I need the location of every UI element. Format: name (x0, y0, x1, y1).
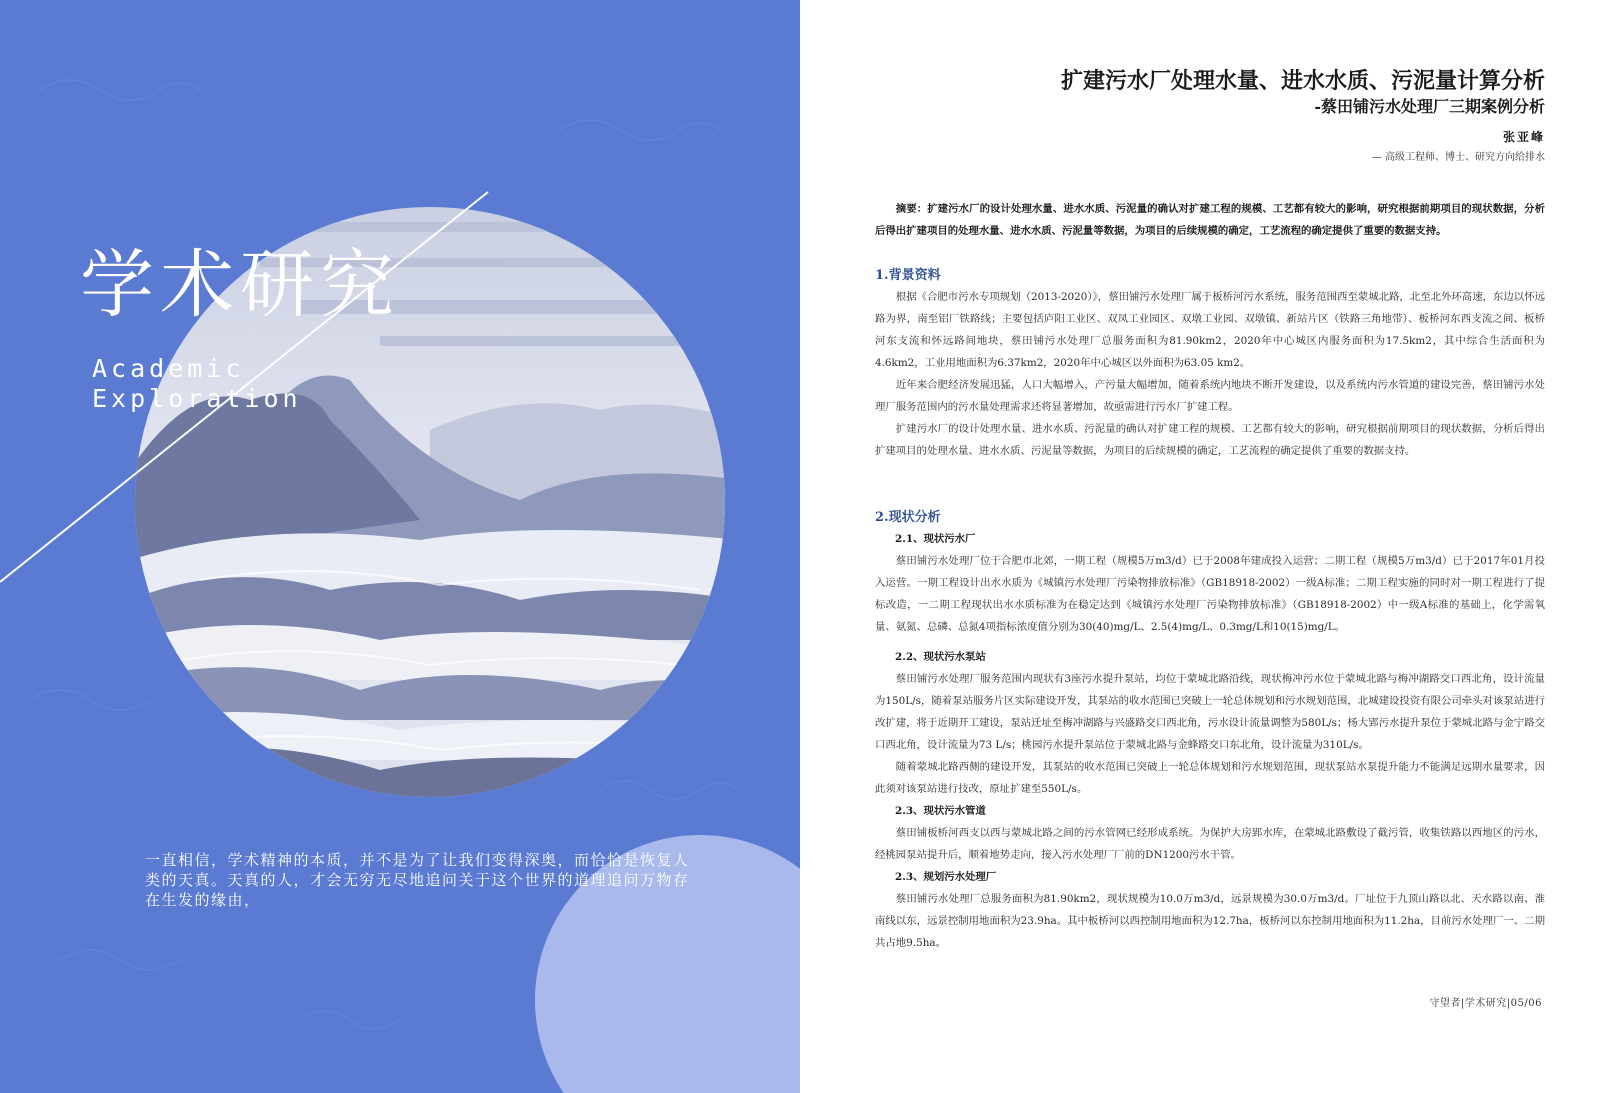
paragraph: 蔡田铺板桥河西支以西与蒙城北路之间的污水管网已经形成系统。为保护大房郢水库，在蒙城北路敷设了截污管，收集铁路以西地区的污水，经桃园泵站提升后，顺着地势走向，接入污水处理厂厂前的DN1200污水干管。 (875, 827, 1545, 861)
paragraph: 蔡田铺污水处理厂位于合肥市北郊，一期工程（规模5万m3/d）已于2008年建成投入运营；二期工程（规模5万m3/d）已于2017年01月投入运营。一期工程设计出水水质为《城镇污水处理厂污染物排放标准》（GB18918-2002）一级A标准；二期工程实施的同时对一期工程进行了提标改造，一二期工程现状出水水质标准为在稳定达到《城镇污水处理厂污染物排放标准》（GB18918-2002）中一级A标准的基础上，化学需氧量、氨氮、总磷、总氮4项指标浓度值分别为30(40)mg/L、2.5(4)mg/L、0.3mg/L和10(15)mg/L。 (875, 555, 1545, 633)
paragraph: 根据《合肥市污水专项规划（2013-2020）》，蔡田铺污水处理厂属于板桥河污水系统，服务范围西至蒙城北路，北至北外环高速，东边以怀远路为界，南至铝厂铁路线；主要包括庐阳工业区、双凤工业园区、双墩工业园、双墩镇、新站片区（铁路三角地带）、板桥河东西支流之间、板桥河东支流和怀远路间地块，蔡田铺污水处理厂总服务面积为81.90km2，2020年中心城区内服务面积为17.5km2，其中综合生活面积为4.6km2，工业用地面积为6.37km2，2020年中心城区以外面积为63.05 km2。 (875, 291, 1545, 369)
subsection-heading: 2.3、现状污水管道 (895, 805, 986, 817)
paragraph: 随着蒙城北路西侧的建设开发，其泵站的收水范围已突破上一轮总体规划和污水规划范围，现状泵站水泵提升能力不能满足远期水量要求，因此须对该泵站进行技改，原址扩建至550L/s。 (875, 761, 1545, 795)
subsection-heading: 2.3、规划污水处理厂 (895, 871, 997, 883)
cover-title-english (92, 354, 302, 414)
article-title: 扩建污水厂处理水量、进水水质、污泥量计算分析 (1060, 68, 1545, 94)
section-heading: 2.现状分析 (875, 510, 941, 525)
article-subtitle: -蔡田铺污水处理厂三期案例分析 (1314, 97, 1545, 116)
author-affiliation: — 高级工程师、博士、研究方向给排水 (1371, 152, 1545, 163)
right-article-page (800, 0, 1600, 1093)
paragraph: 扩建污水厂的设计处理水量、进水水质、污泥量的确认对扩建工程的规模、工艺都有较大的影响，研究根据前期项目的现状数据，分析后得出扩建项目的处理水量、进水水质、污泥量等数据，为项目的后续规模的确定，工艺流程的确定提供了重要的数据支持。 (875, 423, 1545, 457)
paragraph: 蔡田铺污水处理厂总服务面积为81.90km2，现状规模为10.0万m3/d，远景规模为30.0万m3/d。厂址位于九顶山路以北、天水路以南、淮南线以东，远景控制用地面积为23.9ha。其中板桥河以西控制用地面积为12.7ha，板桥河以东控制用地面积为11.2ha，目前污水处理厂一、二期共占地9.5ha。 (875, 893, 1545, 949)
paragraph: 近年来合肥经济发展迅猛，人口大幅增入，产污量大幅增加，随着系统内地块不断开发建设，以及系统内污水管道的建设完善，蔡田铺污水处理厂服务范围内的污水量处理需求还将显著增加，故亟需进行污水厂扩建工程。 (875, 379, 1545, 413)
section-current-analysis (875, 508, 1545, 954)
cover-title-english-line2: Exploration (92, 384, 302, 413)
cover-title-english-line1: Academic (92, 354, 245, 383)
section-heading: 1.背景资料 (875, 268, 941, 283)
cover-title-chinese: 学术研究 (80, 242, 400, 328)
abstract: 摘要：扩建污水厂的设计处理水量、进水水质、污泥量的确认对扩建工程的规模、工艺都有较大的影响，研究根据前期项目的现状数据，分析后得出扩建项目的处理水量、进水水质、污泥量等数据，为项目的后续规模的确定，工艺流程的确定提供了重要的数据支持。 (875, 203, 1545, 237)
page-footer: 守望者|学术研究|05/06 (1429, 998, 1542, 1009)
paragraph: 蔡田铺污水处理厂服务范围内现状有3座污水提升泵站，均位于蒙城北路沿线，现状梅冲污水位于蒙城北路与梅冲湖路交口西北角，设计流量为150L/s，随着泵站服务片区实际建设开发，其泵站的收水范围已突破上一轮总体规划和污水规划范围，北城建设投资有限公司牵头对该泵站进行改扩建，将于近期开工建设，泵站迁址至梅冲湖路与兴盛路交口西北角，污水设计流量调整为580L/s；杨大郢污水提升泵位于蒙城北路与金宁路交口西北角，设计流量为73 L/s；桃园污水提升泵站位于蒙城北路与金蜂路交口东北角，设计流量为310L/s。 (875, 673, 1545, 751)
cover-quote: 一直相信，学术精神的本质，并不是为了让我们变得深奥，而恰恰是恢复人类的天真。天真的人，才会无穷无尽地追问关于这个世界的道理追问万物存在生发的缘由， (145, 851, 690, 909)
author-name: 张亚峰 (1502, 130, 1545, 144)
subsection-heading: 2.2、现状污水泵站 (895, 651, 986, 663)
subsection-heading: 2.1、现状污水厂 (895, 533, 976, 545)
section-background (875, 266, 1545, 462)
